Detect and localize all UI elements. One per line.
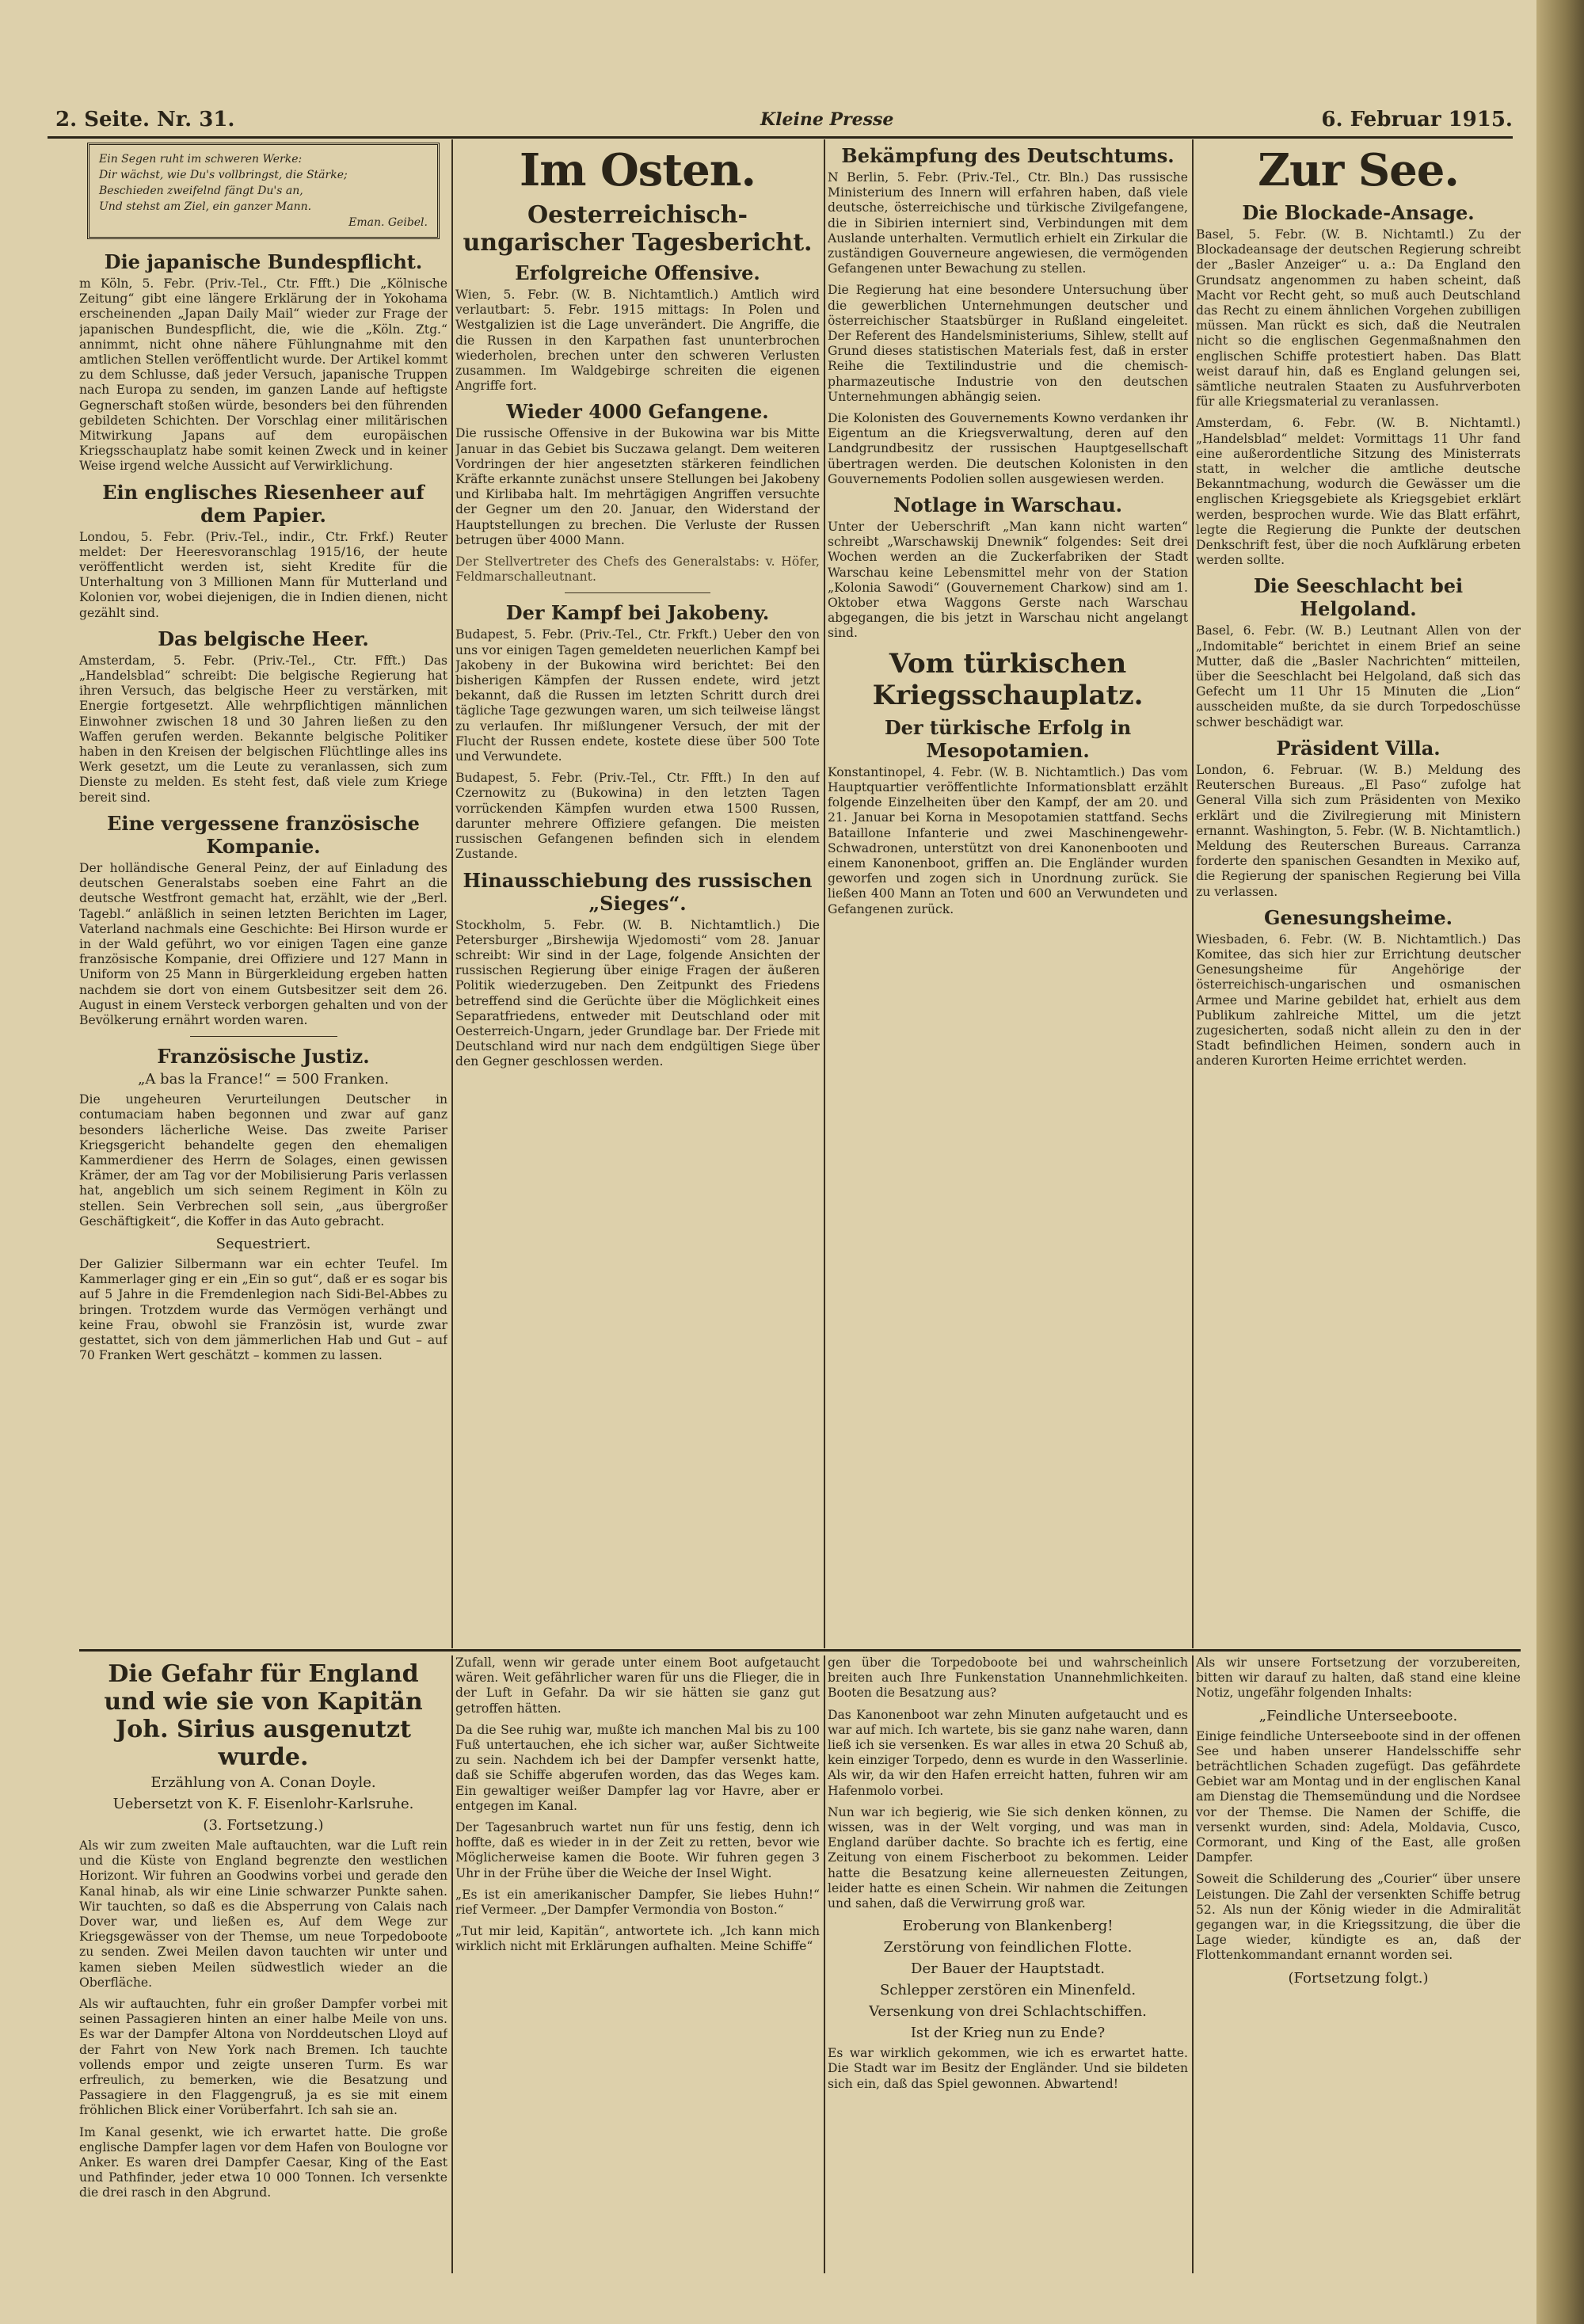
article-japan: m Köln, 5. Febr. (Priv.-Tel., Ctr. Ffft.) Die „Kölnische Zeitung“ gibt eine längere Erklärung der in Yokohama erscheinenden „Japan Daily Mail“ wieder zur Frage der japanischen Bundespflicht, die, wie die „Köln. Ztg.“ annimmt, nicht ohne nähere Fühlungnahme mit den amtlichen Stellen veröffentlicht wurde. Der Artikel kommt zu dem Schlusse, daß jeder Versuch, japanische Truppen nach Europa zu senden, im ganzen Lande auf heftigste Gegnerschaft stoßen würde, besonders bei den führenden gebildeten Schichten. Der Vorschlag einer militärischen Mitwirkung Japans auf dem europäischen Kriegsschauplatz habe somit keinen Zweck und in keiner Weise irgend welche Aussicht auf Verwirklichung. [79, 276, 447, 474]
serial-paragraph: Zufall, wenn wir gerade unter einem Boot aufgetaucht wären. Weit gefährlicher waren für uns die Flieger, die in der Luft in Gefahr. Da wir sie hätten sie ganz gut getroffen hätten. [455, 1655, 820, 1716]
continued-note: (Fortsetzung folgt.) [1288, 1969, 1429, 1987]
article-recovery-homes: Wiesbaden, 6. Febr. (W. B. Nichtamtlich.) Das Komitee, das sich hier zur Errichtung deutscher Genesungsheime für Angehörige der österreichisch-ungarischen und osmanischen Armee und Marine gebildet hat, erhielt aus dem Publikum zahlreiche Mittel, um die jetzt zugesicherten, sodaß nicht allein zu den in der Stadt befindlichen Heimen, sondern auch in anderen Kurorten Heime errichtet werden. [1196, 932, 1521, 1069]
headline-blockade: Die Blockade-Ansage. [1242, 201, 1475, 224]
serial-paragraph: Nun war ich begierig, wie Sie sich denken können, zu wissen, was in der Welt vorging, und was man in England darüber dachte. So brachte ich es fertig, eine Zeitung von einem Fischerboot zu bekommen. Leider hatte die Besatzung keine allerneuesten Zeitungen, leider hatte es einen Schein. Wir nahmen die Zeitungen und sahen, daß die Verwirrung groß war. [828, 1804, 1188, 1911]
article-villa: London, 6. Februar. (W. B.) Meldung des Reuterschen Bureaus. „El Paso“ zufolge hat General Villa sich zum Präsidenten von Mexiko erklärt und die Zivilregierung mit Ministern ernannt. Washington, 5. Febr. (W. B. Nichtamtlich.) Meldung des Reuterschen Bureaus. Carranza forderte den spanischen Gesandten in Mexiko auf, die Regierung der spanischen Regierung bei Villa zu verlassen. [1196, 762, 1521, 899]
serial-paragraph: Es war wirklich gekommen, wie ich es erwartet hatte. Die Stadt war im Besitz der Engländer. Und sie bildeten sich ein, daß das Spiel gewonnen. Abwartend! [828, 2046, 1188, 2091]
column-rule [1192, 139, 1194, 1648]
serial-column-2 [455, 1655, 820, 2273]
serial-paragraph: gen über die Torpedoboote bei und wahrscheinlich breiten auch Ihre Funkenstation Unannehmlichkeiten. Booten die Besatzung aus? [828, 1655, 1188, 1701]
headline-turkish-theater: Vom türkischen Kriegsschauplatz. [872, 647, 1144, 711]
serial-paragraph: Da die See ruhig war, mußte ich manchen Mal bis zu 100 Fuß untertauchen, ehe ich sicher war, außer Sichtweite zu sein. Nachdem ich bei der Dampfer versenkt hatte, daß sie Schiffe abgerufen worden, das das Weges kam. Ein gewaltiger weißer Dampfer lag vor Havre, aber er entgegen im Kanal. [455, 1722, 820, 1813]
subheading-submarines: „Feindliche Unterseeboote. [1258, 1707, 1458, 1724]
article-prisoners: Die russische Offensive in der Bukowina war bis Mitte Januar in das Gebiet bis Suczawa gelangt. Dem weiteren Vordringen der hier angesetzten stärkeren feindlichen Kräfte erkannte zunächst unsere Stellungen bei Jakobeny und Kirlibaba halt. Im mehrtägigen Angriffen versuchte der Gegner um den 20. Januar, den Widerstand der Hauptstellungen zu brechen. Die Verluste der Russen betrugen über 4000 Mann. [455, 426, 820, 547]
page-binding-edge [1536, 0, 1584, 2324]
serial-paragraph: Das Kanonenboot war zehn Minuten aufgetaucht und es war auf mich. Ich wartete, bis sie ganz nahe waren, dann ließ ich sie versenken. Es war alles in etwa 20 Schuß ab, kein einziger Torpedo, denn es wurde in den Wasserlinie. Als wir, da wir den Hafen erreicht hatten, fuhren wir am Hafenmolo vorbei. [828, 1707, 1188, 1798]
article-budapest: Budapest, 5. Febr. (Priv.-Tel., Ctr. Ffft.) In den auf Czernowitz zu (Bukowina) in den letzten Tagen vorrückenden Kämpfen wurden etwa 1500 Russen, darunter mehrere Offiziere gefangen. Die meisten russischen Gefangenen befinden sich in elendem Zustande. [455, 771, 820, 862]
article-jakobeny: Budapest, 5. Febr. (Priv.-Tel., Ctr. Frkft.) Ueber den von uns vor einigen Tagen gemeldeten neuerlichen Kampf bei Jakobeny in der Bukowina wird berichtet: Bei den bisherigen Kämpfen der Russen endete, wird jetzt bekannt, daß die Russen im letzten Schritt durch drei tägliche Tage gezwungen waren, um sich teilweise längst zu verlaufen. Ihr mißlungener Versuch, der mit der Flucht der Russen endete, kostete diese über 500 Tote und Verwundete. [455, 627, 820, 764]
article-french-company: Der holländische General Peinz, der auf Einladung des deutschen Generalstabs soeben eine Fahrt an die deutsche Westfront gemacht hat, erzählt, wie der „Berl. Tagebl.“ anläßlich in seinen letzten Berichten im Lager, Vaterland nachmals eine Geschichte: Bei Hirson wurde er in der Wald geführt, wo vor einigen Tagen eine ganze französische Kompanie, drei Offiziere und 127 Mann in Uniform von 25 Mann in Bürgerkleidung ergeben hatten nachdem sie dort von einem Gutsbesitzer seit dem 26. August in einem Versteck verborgen gehalten und von der Bevölkerung ernährt worden waren. [79, 860, 447, 1027]
serial-paragraph: „Tut mir leid, Kapitän“, antwortete ich. „Ich kann mich wirklich nicht mit Erklärungen aufhalten. Meine Schiffe“ [455, 1924, 820, 1954]
serial-column-3 [828, 1655, 1188, 2273]
article-germanism: N Berlin, 5. Febr. (Priv.-Tel., Ctr. Bln.) Das russische Ministerium des Innern will erfahren haben, daß viele deutsche, österreichische und türkische Zivilgefangene, die in Sibirien interniert sind, Verbindungen mit dem Auslande unterhalten. Vermutlich erhielt ein Zirkular die zuständigen Gouverneure angewiesen, die vermögenden Gefangenen unter Bewachung zu stellen. [828, 170, 1188, 276]
serial-paragraph: Einige feindliche Unterseeboote sind in der offenen See und haben unserer Handelsschiffe sehr beträchtlichen Schaden zugefügt. Das gefährdete Gebiet war am Montag und in der englischen Kanal am Dienstag die Themsemündung und die Nordsee vor der Themse. Die Namen der Schiffe, die versenkt wurden, sind: Adela, Moldavia, Cusco, Cormorant, und King of the East, alle großen Dampfer. [1196, 1728, 1521, 1865]
headline-french-company: Eine vergessene französische Kompanie. [107, 811, 420, 858]
serial-column-4 [1196, 1655, 1521, 2273]
headline-recovery-homes: Genesungsheime. [1263, 905, 1453, 929]
serial-byline: Erzählung von A. Conan Doyle. [150, 1774, 376, 1791]
serial-paragraph: Der Tagesanbruch wartet nun für uns festig, denn ich hoffte, daß es wieder in in der Zeit zu retten, bevor wie Möglicherweise kamen die Boote. Wir fuhren gegen 3 Uhr in der Frühe über die Weiche der Insel Wight. [455, 1820, 820, 1880]
poem-box [87, 143, 440, 239]
column-rule [451, 1655, 453, 2273]
column-3 [828, 139, 1188, 1644]
column-2 [455, 139, 820, 1644]
headline-east: Im Osten. [520, 144, 756, 196]
headline-list-item: Versenkung von drei Schlachtschiffen. [869, 2003, 1147, 2021]
article-english-army: Londou, 5. Febr. (Priv.-Tel., indir., Ctr. Frkf.) Reuter meldet: Der Heeresvoranschlag 1915/16, der heute veröffentlicht werden ist, sieht Kredite für die Unterhaltung von 3 Millionen Mann für Mutterland und Kolonien vor, wobei diejenigen, die in Indien dienen, nicht gezählt sind. [79, 529, 447, 620]
issue-date: 6. Februar 1915. [1321, 108, 1513, 131]
poem-author: Eman. Geibel. [348, 216, 428, 229]
poem-line: Beschieden zweifelnd fängt Du's an, [99, 185, 303, 197]
headline-offensive: Erfolgreiche Offensive. [515, 261, 760, 284]
newspaper-title: Kleine Presse [760, 109, 894, 130]
column-rule [451, 139, 453, 1648]
serial-paragraph: Soweit die Schilderung des „Courier“ über unsere Leistungen. Die Zahl der versenkten Schiffe betrug 52. Als nun der König wieder in die Admiralität gegangen war, in die Kriegssitzung, die über die Lage wieder, kündigte es an, daß der Flottenkommandant ernannt worden sei. [1196, 1872, 1521, 1963]
article-belgian-army: Amsterdam, 5. Febr. (Priv.-Tel., Ctr. Ffft.) Das „Handelsblad“ schreibt: Die belgische Regierung hat ihren Versuch, das belgische Heer zu verstärken, mit Energie fortgesetzt. Alle wehrpflichtigen männlichen Einwohner zwischen 18 und 30 Jahren ließen zu den Waffen gerufen werden. Bekannte belgische Politiker haben in den Kreisen der belgischen Flüchtlinge alles ins Werk gesetzt, um die Leute zu veranlassen, sich zum Dienste zu melden. Es steht fest, daß viele zum Kriege bereit sind. [79, 653, 447, 805]
article-warsaw: Unter der Ueberschrift „Man kann nicht warten“ schreibt „Warschawskij Dnewnik“ folgendes: Seit drei Wochen werden an die Zuckerfabriken der Stadt Warschau keine Lebensmittel mehr von der Station „Kolonia Sawodi“ (Gouvernement Charkow) sind am 1. Oktober etwa Waggons Gerste nach Warschau abgegangen, die bis jetzt in Warschau nicht angelangt sind. [828, 520, 1188, 641]
serial-paragraph: Als wir zum zweiten Male auftauchten, war die Luft rein und die Küste von England begrenzte den westlichen Horizont. Wir fuhren an Goodwins vorbei und gerade den Kanal hinab, als wir eine Linie schwarzer Punkte sahen. Wir tauchten, so daß es die Absperrung von Calais nach Dover war, und ließen es, Auf dem Wege zur Kriegsgewässer von der Themse, um neue Torpedoboote zu senden. Zwei Meilen davon tauchten wir unter und kamen sieben Meilen südwestlich wieder an die Oberfläche. [79, 1838, 447, 1990]
headline-villa: Präsident Villa. [1276, 736, 1441, 760]
headline-austro-hungarian-report: Oesterreichisch-ungarischer Tagesbericht. [463, 201, 813, 257]
poem-line: Dir wächst, wie Du's vollbringst, die Stärke; [99, 169, 348, 181]
serial-installment: (3. Fortsetzung.) [203, 1817, 324, 1834]
article-heligoland: Basel, 6. Febr. (W. B.) Leutnant Allen von der „Indomitable“ berichtet in einem Brief an seine Mutter, daß die „Basler Nachrichten“ mitteilen, über die Seeschlacht bei Helgoland, daß sich das Gefecht um 11 Uhr 15 Minuten die „Lion“ ausscheiden mußte, da sie durch Torpedoschüsse schwer beschädigt war. [1196, 623, 1521, 730]
serial-paragraph: „Es ist ein amerikanischer Dampfer, Sie liebes Huhn!“ rief Vermeer. „Der Dampfer Vermondia von Boston.“ [455, 1887, 820, 1918]
page-number: 2. Seite. Nr. 31. [55, 108, 235, 131]
page-header [48, 101, 1513, 139]
headline-prisoners: Wieder 4000 Gefangene. [506, 400, 769, 424]
headline-serial: Die Gefahr für England und wie sie von Kapitän Joh. Sirius ausgenutzt wurde. [104, 1660, 423, 1771]
headline-english-army: Ein englisches Riesenheer auf dem Papier. [102, 480, 425, 527]
headline-list-item: Ist der Krieg nun zu Ende? [910, 2025, 1106, 2042]
headline-belgian-army: Das belgische Heer. [158, 627, 369, 650]
article-amsterdam: Amsterdam, 6. Febr. (W. B. Nichtamtl.) „Handelsblad“ meldet: Vormittags 11 Uhr fand eine außerordentliche Sitzung des Ministerrats statt, in welcher die amtliche deutsche Bekanntmachung, wodurch die Gewässer um die englischen Kriegsgebiete als Kriegsgebiet erklärt werden, besprochen wurde. Wie das Blatt erfährt, legte die Regierung die Punkte der deutschen Denkschrift fest, über die noch Aufklärung erbeten werden sollte. [1196, 416, 1521, 568]
article-french-justice: Die ungeheuren Verurteilungen Deutscher in contumaciam haben begonnen und zwar auf ganz besonders lächerliche Weise. Das zweite Pariser Kriegsgericht behandelte gegen den ehemaligen Kammerdiener des Herrn de Solages, einen gewissen Krämer, der am Tag vor der Mobilisierung Paris verlassen hat, angeblich um sich seinem Regiment in Köln zu stellen. Sein Verbrechen soll sein, „aus übergroßer Geschäftigkeit“, die Koffer in das Auto gebracht. [79, 1092, 447, 1229]
headline-warsaw: Notlage in Warschau. [893, 493, 1123, 517]
column-rule [1192, 1655, 1194, 2273]
headline-sea: Zur See. [1258, 144, 1459, 196]
divider [565, 592, 710, 593]
headline-germanism: Bekämpfung des Deutschtums. [841, 144, 1175, 167]
justice-quote: „A bas la France!“ = 500 Franken. [138, 1071, 389, 1088]
headline-mesopotamia: Der türkische Erfolg in Mesopotamien. [884, 715, 1132, 762]
article-germanism-2: Die Regierung hat eine besondere Untersuchung über die gewerblichen Unternehmungen deutscher und österreichischer Staatsbürger in Rußland eingeleitet. Der Referent des Handelsministeriums, Sihlew, stellt auf Grund dieses statistischen Materials fest, daß in erster Reihe die Textilindustrie und die chemisch-pharmazeutische Industrie von den deutschen Unternehmungen abhängig seien. [828, 283, 1188, 404]
poem-line: Ein Segen ruht im schweren Werke: [99, 153, 303, 166]
column-rule [824, 139, 825, 1648]
serial-paragraph: Als wir auftauchten, fuhr ein großer Dampfer vorbei mit seinen Passagieren hinten an einer halbe Meile von uns. Es war der Dampfer Altona von Norddeutschen Lloyd auf der Fahrt von New York nach Bremen. Ich tauchte vollends empor und zeigte unseren Turm. Es war erfreulich, zu bemerken, wie die Besatzung und Passagiere in den Flaggengruß, ja es sie mit einem fröhlichen Blick einer Vorüberfahrt. Ich sah sie an. [79, 1997, 447, 2118]
headline-french-justice: Französische Justiz. [157, 1045, 370, 1069]
article-russian-victory: Stockholm, 5. Febr. (W. B. Nichtamtlich.) Die Petersburger „Birshewija Wjedomosti“ vom 28. Januar schreibt: Wir sind in der Lage, folgende Ansichten der russischen Regierung über einige Fragen der äußeren Politik wiederzugeben. Den Zeitpunkt des Friedens betreffend sind die Gerüchte über die Möglichkeit eines Separatfriedens, entweder mit Deutschland oder mit Oesterreich-Ungarn, jeder Grundlage bar. Der Friede mit Deutschland wird nur nach dem endgültigen Siege über den Gegner geschlossen werden. [455, 917, 820, 1069]
headline-japan: Die japanische Bundespflicht. [104, 250, 423, 273]
signature-general-staff: Der Stellvertreter des Chefs des Generalstabs: v. Höfer, Feldmarschalleutnant. [455, 554, 820, 585]
subheading-sequestered: Sequestriert. [215, 1235, 311, 1252]
column-1 [79, 139, 447, 1644]
headline-russian-victory: Hinausschiebung des russischen „Sieges“. [463, 868, 813, 915]
headline-heligoland: Die Seeschlacht bei Helgoland. [1253, 574, 1464, 621]
article-germanism-3: Die Kolonisten des Gouvernements Kowno verdanken ihr Eigentum an die Kriegsverwaltung, deren auf den Landgrundbesitz der russischen Hauptgesellschaft übertragen werden. Die deutschen Kolonisten in den Gouvernements Podolien sollen ausgewiesen werden. [828, 411, 1188, 486]
headline-list-item: Der Bauer der Hauptstadt. [911, 1960, 1105, 1978]
poem-line: Und stehst am Ziel, ein ganzer Mann. [99, 200, 312, 213]
divider [190, 1036, 337, 1037]
headline-list-item: Zerstörung von feindlichen Flotte. [883, 1939, 1133, 1956]
headline-jakobeny: Der Kampf bei Jakobeny. [505, 601, 770, 625]
column-rule [824, 1655, 825, 2273]
serial-translator: Uebersetzt von K. F. Eisenlohr-Karlsruhe. [112, 1796, 414, 1812]
section-rule [79, 1649, 1521, 1652]
article-sequestered: Der Galizier Silbermann war ein echter Teufel. Im Kammerlager ging er ein „Ein so gut“, daß er es sogar bis auf 5 Jahre in die Fremdenlegion nach Sidi-Bel-Abbes zu bringen. Trotzdem wurde das Vermögen verhängt und keine Frau, obwohl sie Französin ist, wurde zwar gestattet, sich von dem jämmerlichen Hab und Gut – auf 70 Franken Wert geschätzt – kommen zu lassen. [79, 1256, 447, 1363]
serial-paragraph: Als wir unsere Fortsetzung der vorzubereiten, bitten wir darauf zu halten, daß stand eine kleine Notiz, ungefähr folgenden Inhalts: [1196, 1655, 1521, 1701]
headline-list-item: Schlepper zerstören ein Minenfeld. [879, 1982, 1137, 1999]
serial-column-1 [79, 1655, 447, 2273]
article-mesopotamia: Konstantinopel, 4. Febr. (W. B. Nichtamtlich.) Das vom Hauptquartier veröffentlichte Informationsblatt erzählt folgende Einzelheiten über den Kampf, der am 20. und 21. Januar bei Korna in Mesopotamien stattfand. Sechs Bataillone Infanterie und zwei Maschinengewehr-Schwadronen, unterstützt von drei Kanonenbooten und einem Kanonenboot, griffen an. Die Engländer wurden geworfen und zogen sich in Unordnung zurück. Sie ließen 400 Mann an Toten und 600 an Verwundeten und Gefangenen zurück. [828, 764, 1188, 916]
serial-paragraph: Im Kanal gesenkt, wie ich erwartet hatte. Die große englische Dampfer lagen vor dem Hafen von Boulogne vor Anker. Es waren drei Dampfer Caesar, King of the East und Pathfinder, jeder etwa 10 000 Tonnen. Ich versenkte die drei rasch in den Abgrund. [79, 2124, 447, 2200]
article-offensive: Wien, 5. Febr. (W. B. Nichtamtlich.) Amtlich wird verlautbart: 5. Febr. 1915 mittags: In Polen und Westgalizien ist die Lage unverändert. Die Angriffe, die die Russen in den Karpathen fast ununterbrochen wiederholen, brechen unter den schweren Verlusten zusammen. Im Waldgebirge schreiten die eigenen Angriffe fort. [455, 288, 820, 394]
headline-list-item: Eroberung von Blankenberg! [902, 1918, 1114, 1935]
article-blockade: Basel, 5. Febr. (W. B. Nichtamtl.) Zu der Blockadeansage der deutschen Regierung schreibt der „Basler Anzeiger“ u. a.: Da England den Grundsatz angenommen zu haben scheint, daß Macht vor Recht geht, so muß auch Deutschland das Recht zu einem ähnlichen Vorgehen zubilligen müssen. Man rückt es sich, daß die Neutralen nicht so die englischen Gegenmaßnahmen den englischen Schiffe protestiert haben. Das Blatt weist darauf hin, daß es England gelungen sei, sämtliche neutralen Staaten zu Ausfuhrverboten für alle Kriegsmaterial zu veranlassen. [1196, 227, 1521, 410]
column-4 [1196, 139, 1521, 1644]
